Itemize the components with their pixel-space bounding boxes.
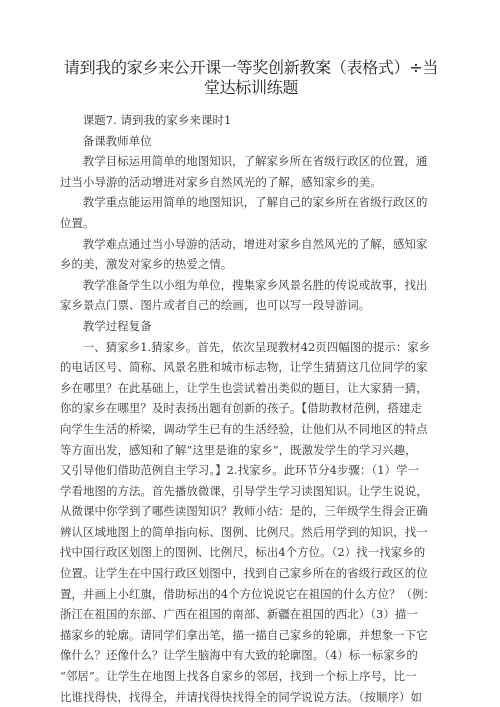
- body-line: 一、猜家乡1.猜家乡。首先，依次呈现教材42页四幅图的提示：家乡: [82, 339, 431, 354]
- document-title: 请到我的家乡来公开课一等奖创新教案（表格式）÷当堂达标训练题: [63, 58, 439, 97]
- body-line: “邻居”。让学生在地图上找各自家乡的邻居，找到一个标上序号，比一: [60, 669, 417, 684]
- body-line: 备课教师单位: [82, 133, 152, 148]
- body-line: 教学目标运用简单的地图知识，了解家乡所在省级行政区的位置，通: [82, 154, 428, 169]
- body-line: 描家乡的轮廓。请同学们拿出笔，描一描自己家乡的轮廓，并想象一下它: [60, 627, 428, 642]
- body-line: 乡在哪里？在此基础上，让学生也尝试着出类似的题目，让大家猜一猜，: [60, 380, 428, 395]
- body-line: 乡的美，激发对家乡的热爱之情。: [60, 257, 233, 272]
- document-body: [60, 110, 442, 707]
- body-line: 找中国行政区划图上的图例、比例尺，标出4个方位。（2）找一找家乡的: [60, 545, 426, 560]
- body-line: 位置。: [60, 215, 95, 230]
- body-line: 浙江在祖国的东部、广西在祖国的南部、新疆在祖国的西北）（3）描一: [60, 607, 418, 622]
- body-line: 置，并画上小红旗，借助标出的4个方位说说它在祖国的什么方位？（例：: [60, 586, 436, 601]
- body-line: 从微课中你学到了哪些读图知识？教师小结：是的，三年级学生得会正确: [60, 504, 428, 519]
- body-line: 教学过程复备: [82, 318, 152, 333]
- body-line: 像什么？还像什么？让学生脑海中有大致的轮廓图。（4）标一标家乡的: [60, 648, 418, 663]
- body-line: 你的家乡在哪里？及时表扬出题有创新的孩子。【借助教材范例，搭建走: [60, 401, 423, 416]
- body-line: 教学难点通过当小导游的活动，增进对家乡自然风光的了解，感知家: [82, 236, 428, 251]
- body-line: 过当小导游的活动增进对家乡自然风光的了解，感知家乡的美。: [60, 174, 382, 189]
- body-line: 等方面出发，感知和了解“这里是谁的家乡”，既激发学生的学习兴趣，: [60, 442, 417, 457]
- body-line: 比谁找得快，找得全，并请找得快找得全的同学说说方法。（按顺序）如: [60, 689, 423, 704]
- body-line: 位置。让学生在中国行政区划图中，找到自己家乡所在的省级行政区的位: [60, 566, 428, 581]
- body-line: 教学重点能运用简单的地图知识，了解自己的家乡所在省级行政区的: [82, 195, 428, 210]
- body-line: 向学生生活的桥梁，调动学生已有的生活经验，让他们从不同地区的特点: [60, 421, 428, 436]
- body-line: 家乡景点门票、图片或者自己的绘画，也可以写一段导游词。: [60, 298, 371, 313]
- body-line: 辨认区域地图上的简单指向标、图例、比例尺。然后用学到的知识，找一: [60, 524, 428, 539]
- body-line: 教学准备学生以小组为单位，搜集家乡风景名胜的传说或故事，找出: [82, 277, 428, 292]
- body-line: 学看地图的方法。首先播放微课，引导学生学习读图知识。让学生说说，: [60, 483, 428, 498]
- body-line: 课题7. 请到我的家乡来课时1: [82, 113, 232, 127]
- body-line: 又引导他们借助范例自主学习。】2.找家乡。此环节分4步骤：（1）学一: [60, 463, 420, 478]
- body-line: 的电话区号、简称、风景名胜和城市标志物，让学生猜猜这几位同学的家: [60, 360, 428, 375]
